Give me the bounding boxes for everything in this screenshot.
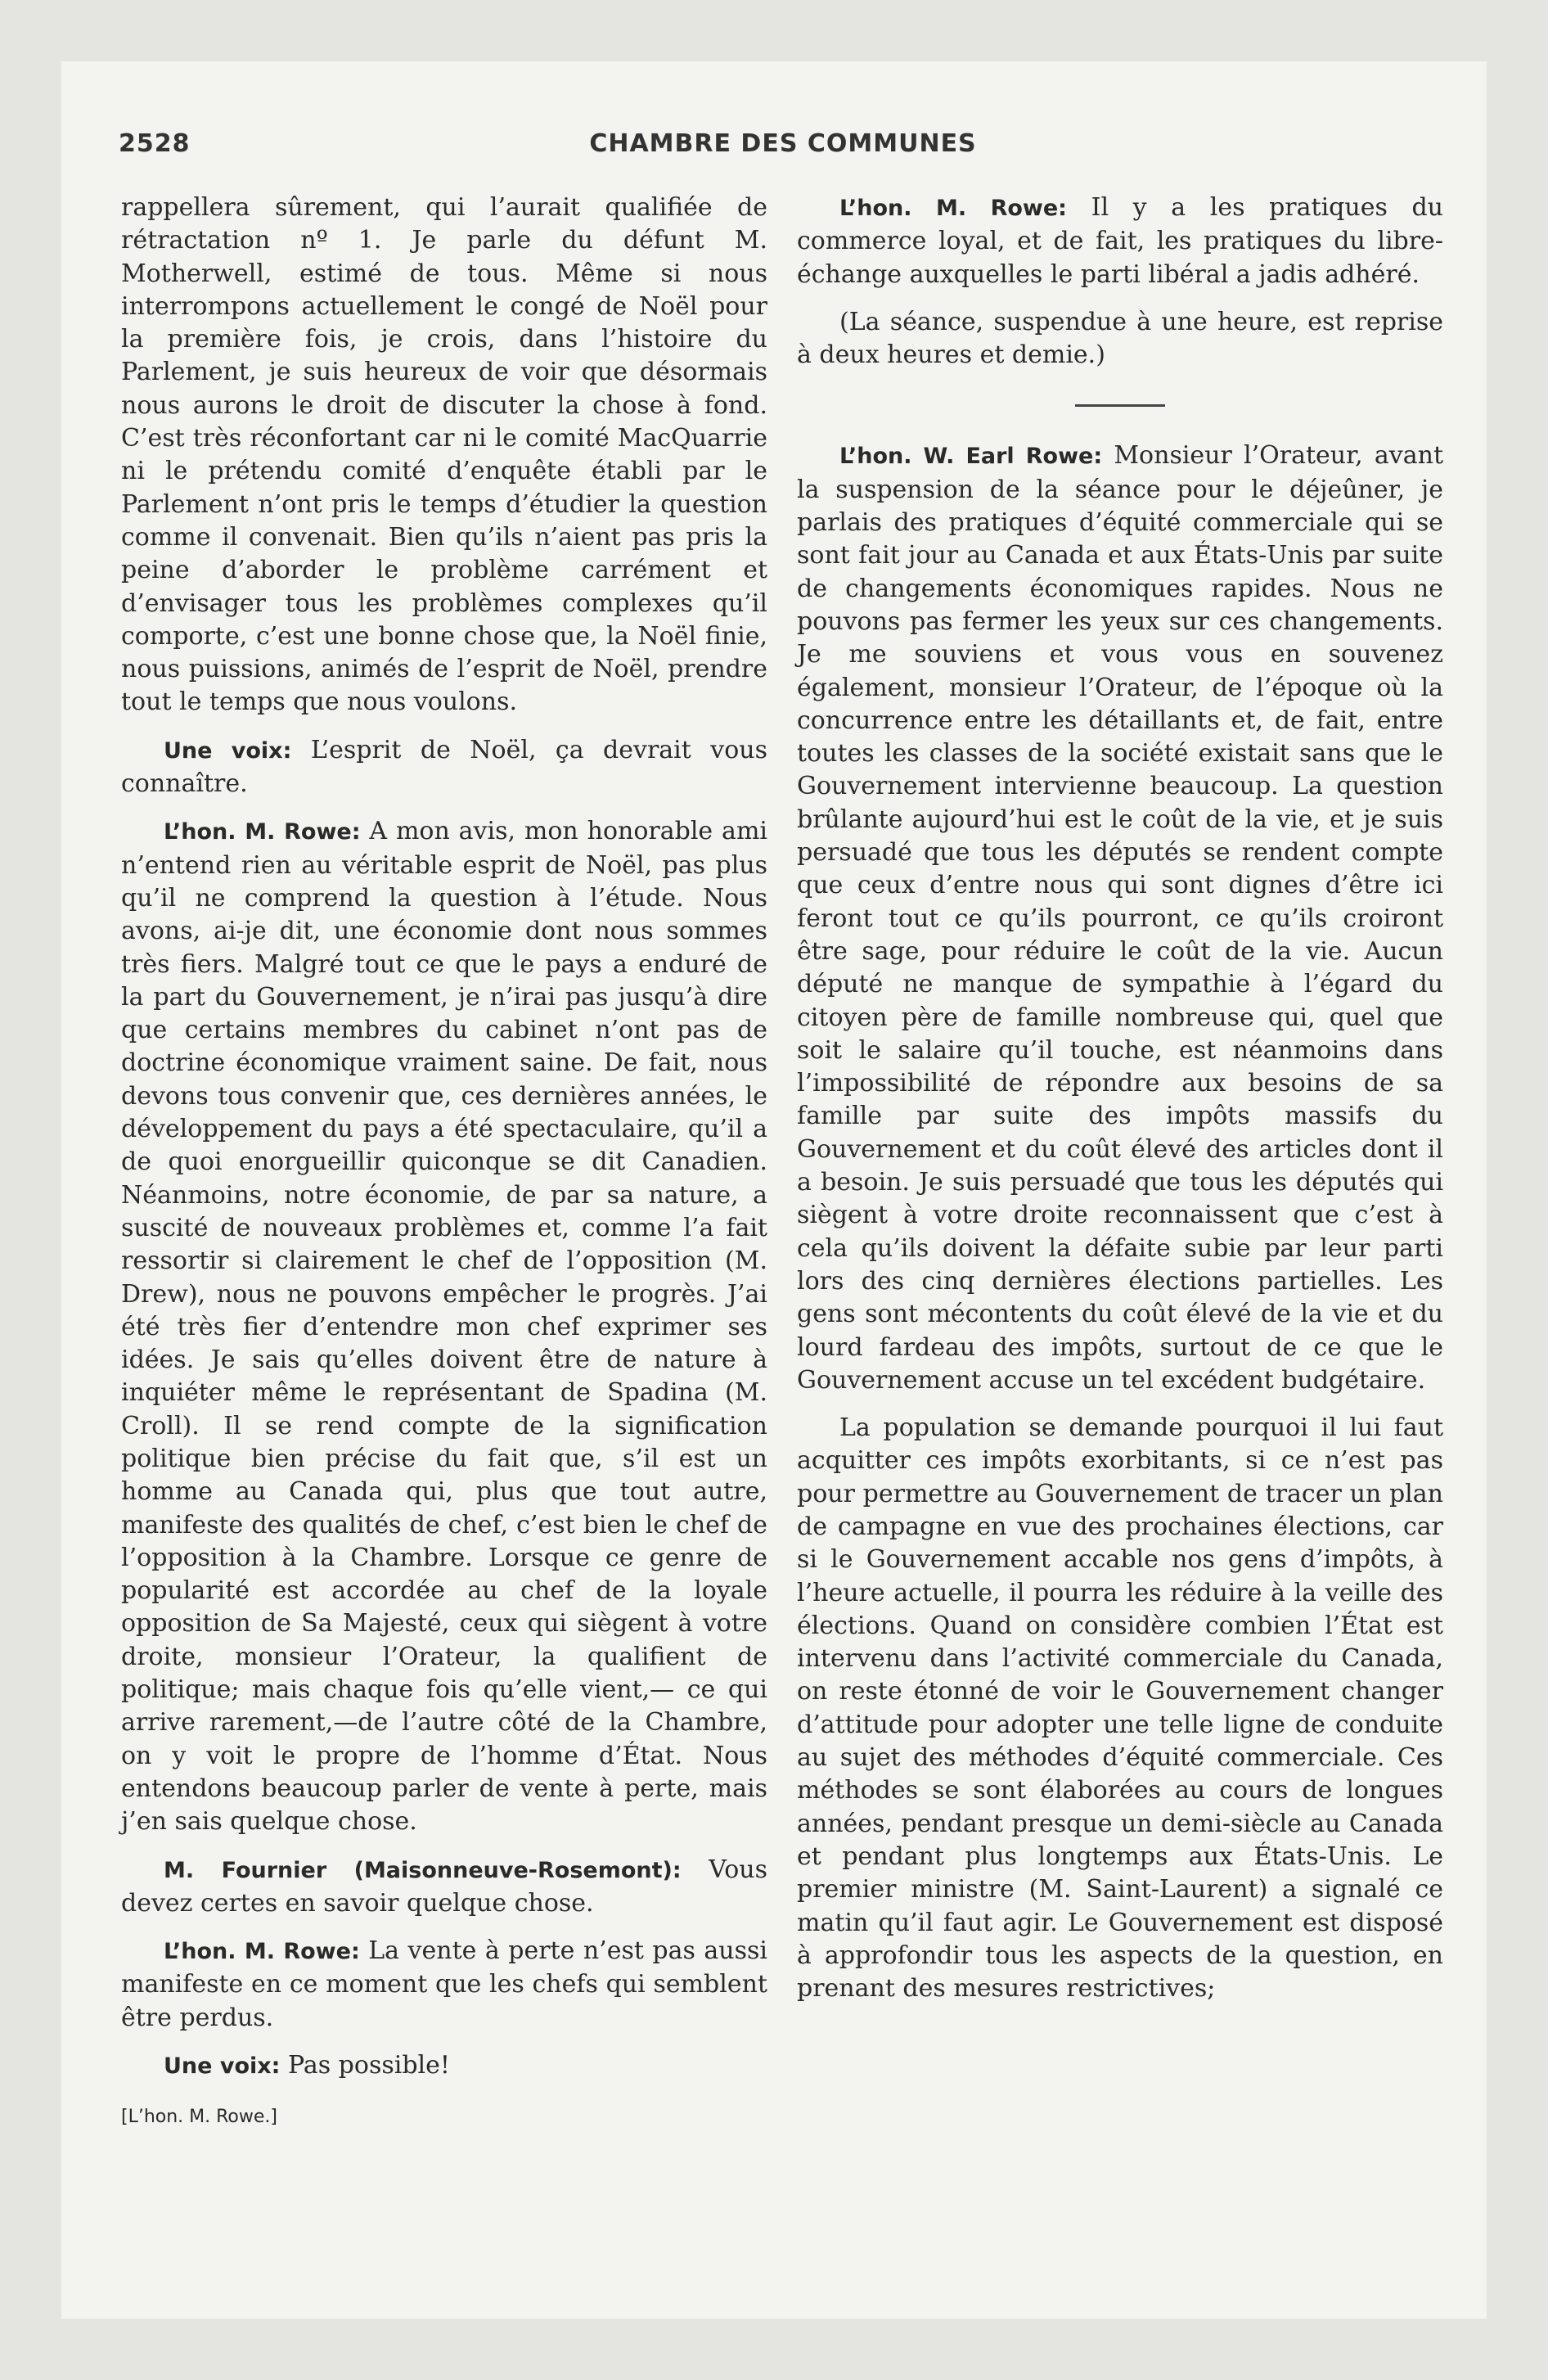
- paragraph: [121, 734, 767, 801]
- page-number: 2528: [119, 129, 191, 158]
- speech-text: Pas possible!: [288, 2051, 450, 2080]
- right-column: [797, 192, 1443, 2005]
- speech-text: Monsieur l’Orateur, avant la suspension de la séance pour le déjeûner, je parlais des pratiques d’équité commerciale qui se sont fait jour au Canada et aux États-Unis par suite de changements économiques rapides. Nous ne pouvons pas fermer les yeux sur ces changements. Je me souviens et vous vous en souvenez également, monsieur l’Orateur, de l’époque où la concurrence entre les détaillants et, de fait, entre toutes les classes de la société existait sans que le Gouvernement intervienne beaucoup. La question brûlante aujourd’hui est le coût de la vie, et je suis persuadé que tous les députés se rendent compte que ceux d’entre nous qui sont dignes d’être ici feront tout ce qu’ils pourront, ce qu’ils croiront être sage, pour réduire le coût de la vie. Aucun député ne manque de sympathie à l’égard du citoyen père de famille nombreuse qui, quel que soit le salaire qu’il touche, est néanmoins dans l’impossibilité de répondre aux besoins de sa famille par suite des impôts massifs du Gouvernement et du coût élevé des articles dont il a besoin. Je suis persuadé que tous les députés qui siègent à votre droite reconnaissent que c’est à cela qu’ils doivent la défaite subie par leur parti lors des cinq dernières élections partielles. Les gens sont mécontents du coût élevé de la vie et du lourd fardeau des impôts, surtout de ce que le Gouvernement accuse un tel excédent budgétaire.: [797, 441, 1443, 1395]
- left-column: [121, 192, 767, 2134]
- speaker-name: L’hon. M. Rowe:: [164, 1939, 360, 1965]
- paragraph: [797, 192, 1443, 291]
- speaker-name: Une voix:: [164, 737, 292, 764]
- speech-text: Il y a les pratiques du commerce loyal, et de fait, les pratiques du libre-échange auxquelles le parti libéral a jadis adhéré.: [797, 193, 1443, 289]
- speaker-name: Une voix:: [164, 2053, 281, 2080]
- page-title: CHAMBRE DES COMMUNES: [589, 129, 977, 158]
- paragraph: [121, 2049, 767, 2083]
- paragraph: rappellera sûrement, qui l’aurait qualifiée de rétractation nº 1. Je parle du défunt M. Motherwell, estimé de tous. Même si nous interrompons actuellement le congé de Noël pour la première fois, je crois, dans l’histoire du Parlement, je suis heureux de voir que désormais nous aurons le droit de discuter la chose à fond. C’est très réconfortant car ni le comité MacQuarrie ni le prétendu comité d’enquête établi par le Parlement n’ont pris le temps d’étudier la question comme il convenait. Bien qu’ils n’aient pas pris la peine d’aborder le problème carrément et d’envisager tous les problèmes complexes qu’il comporte, c’est une bonne chose que, la Noël finie, nous puissions, animés de l’esprit de Noël, prendre tout le temps que nous voulons.: [121, 193, 767, 717]
- procedural-note: (La séance, suspendue à une heure, est reprise à deux heures et demie.): [797, 307, 1443, 370]
- paragraph: [121, 815, 767, 1838]
- speaker-name: M. Fournier (Maisonneuve-Rosemont):: [164, 1857, 682, 1883]
- speech-text: L’esprit de Noël, ça devrait vous connaître.: [121, 735, 767, 799]
- speaker-name: L’hon. M. Rowe:: [164, 819, 361, 845]
- running-header: [119, 129, 1447, 162]
- section-divider: [1075, 404, 1165, 407]
- paragraph: [121, 1854, 767, 1921]
- speech-text: La vente à perte n’est pas aussi manifeste en ce moment que les chefs qui semblent être perdus.: [121, 1936, 767, 2032]
- paragraph: [797, 439, 1443, 1397]
- speaker-footer-note: [L’hon. M. Rowe.]: [121, 2107, 277, 2128]
- speech-text: A mon avis, mon honorable ami n’entend rien au véritable esprit de Noël, pas plus qu’il ne comprend la question à l’étude. Nous avons, ai-je dit, une économie dont nous sommes très fiers. Malgré tout ce que le pays a enduré de la part du Gouvernement, je n’irai pas jusqu’à dire que certains membres du cabinet n’ont pas de doctrine économique vraiment saine. De fait, nous devons tous convenir que, ces dernières années, le développement du pays a été spectaculaire, qu’il a de quoi enorgueillir quiconque se dit Canadien. Néanmoins, notre économie, de par sa nature, a suscité de nouveaux problèmes et, comme l’a fait ressortir si clairement le chef de l’opposition (M. Drew), nous ne pouvons empêcher le progrès. J’ai été très fier d’entendre mon chef exprimer ses idées. Je sais qu’elles doivent être de nature à inquiéter même le représentant de Spadina (M. Croll). Il se rend compte de la signification politique bien précise du fait que, s’il est un homme au Canada qui, plus que tout autre, manifeste des qualités de chef, c’est bien le chef de l’opposition à la Chambre. Lorsque ce genre de popularité est accordée au chef de la loyale opposition de Sa Majesté, ceux qui siègent à votre droite, monsieur l’Orateur, la qualifient de politique; mais chaque fois qu’elle vient,— ce qui arrive rarement,—de l’autre côté de la Chambre, on y voit le propre de l’homme d’État. Nous entendons beaucoup parler de vente à perte, mais j’en sais quelque chose.: [121, 817, 767, 1837]
- paragraph: [121, 1935, 767, 2035]
- speaker-name: L’hon. W. Earl Rowe:: [839, 444, 1103, 470]
- paragraph: La population se demande pourquoi il lui faut acquitter ces impôts exorbitants, si ce n’est pas pour permettre au Gouvernement de tracer un plan de campagne en vue des prochaines élections, car si le Gouvernement accable nos gens d’impôts, à l’heure actuelle, il pourra les réduire à la veille des élections. Quand on considère combien l’État est intervenu dans l’activité commerciale du Canada, on reste étonné de voir le Gouvernement changer d’attitude pour adopter une telle ligne de conduite au sujet des méthodes d’équité commerciale. Ces méthodes se sont élaborées au cours de longues années, pendant presque un demi-siècle au Canada et pendant plus longtemps aux États-Unis. Le premier ministre (M. Saint-Laurent) a signalé ce matin qu’il faut agir. Le Gouvernement est disposé à approfondir tous les aspects de la question, en prenant des mesures restrictives;: [797, 1413, 1443, 2004]
- speech-text: Vous devez certes en savoir quelque chose.: [121, 1855, 767, 1918]
- speaker-name: L’hon. M. Rowe:: [839, 196, 1067, 221]
